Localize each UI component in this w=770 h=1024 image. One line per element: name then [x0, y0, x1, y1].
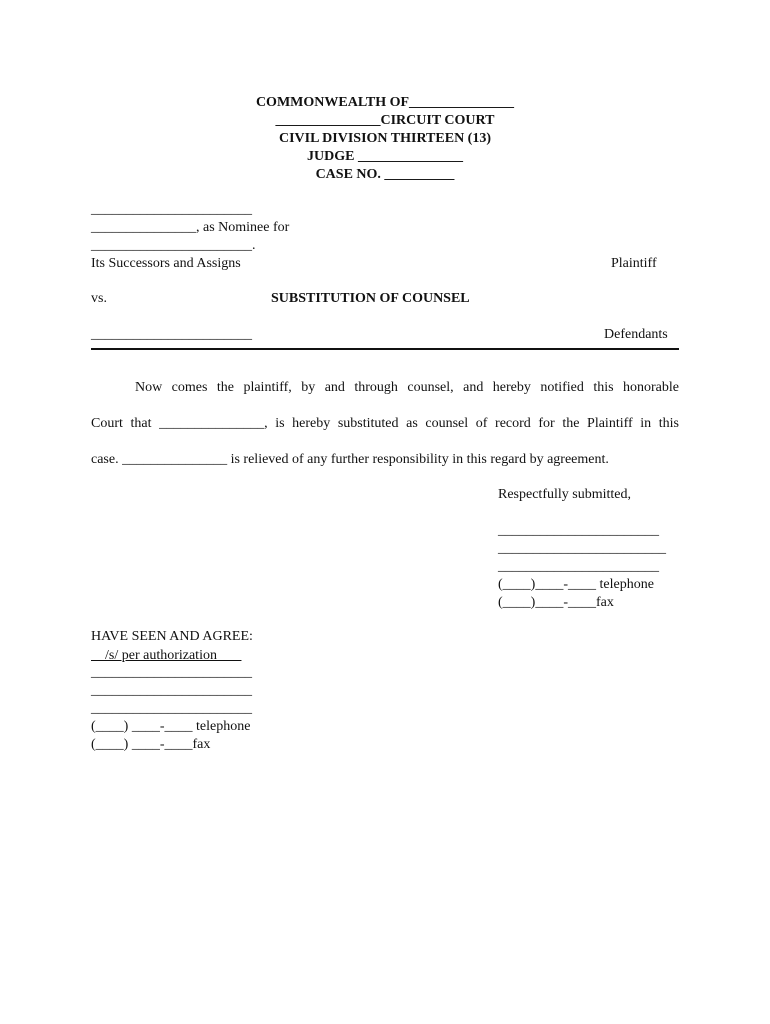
caption-blank-1: _______________________ — [91, 202, 252, 217]
body-paragraph-line-2: Court that _______________, is hereby substituted as counsel of record for the Plaintiff in this — [91, 416, 679, 431]
caption-vs: vs. — [91, 291, 107, 306]
agree-heading: HAVE SEEN AND AGREE: — [91, 629, 253, 644]
caption-blank-2: _______________________. — [91, 238, 256, 253]
agree-fax: (____) ____-____fax — [91, 737, 211, 752]
signature-telephone: (____)____-____ telephone — [498, 577, 654, 592]
caption-plaintiff-label: Plaintiff — [611, 256, 657, 271]
header-circuit-court: _______________CIRCUIT COURT — [275, 113, 495, 128]
signature-fax: (____)____-____fax — [498, 595, 614, 610]
agree-line-1: _______________________ — [91, 665, 252, 680]
agree-telephone: (____) ____-____ telephone — [91, 719, 251, 734]
agree-authorization: /s/ per authorization — [91, 648, 242, 663]
caption-successors: Its Successors and Assigns — [91, 256, 241, 271]
header-case-no: CASE NO. __________ — [315, 167, 455, 182]
signature-line-1: _______________________ — [498, 523, 659, 538]
header-commonwealth: COMMONWEALTH OF_______________ — [255, 95, 515, 110]
header-civil-division: CIVIL DIVISION THIRTEEN (13) — [278, 131, 492, 146]
caption-defendants-label: Defendants — [604, 327, 668, 342]
caption-divider — [91, 348, 679, 350]
header-judge: JUDGE _______________ — [307, 149, 463, 164]
caption-defendant-blank: _______________________ — [91, 327, 252, 342]
signature-line-2: ________________________ — [498, 541, 666, 556]
agree-line-2: _______________________ — [91, 683, 252, 698]
body-paragraph-line-3: case. _______________ is relieved of any further responsibility in this regard by agreement. — [91, 452, 609, 467]
agree-line-3: _______________________ — [91, 701, 252, 716]
signature-line-3: _______________________ — [498, 559, 659, 574]
body-paragraph-line-1: Now comes the plaintiff, by and through counsel, and hereby notified this honorable — [135, 380, 679, 395]
document-title: SUBSTITUTION OF COUNSEL — [271, 291, 470, 306]
caption-nominee: _______________, as Nominee for — [91, 220, 290, 235]
signature-closing: Respectfully submitted, — [498, 487, 631, 502]
